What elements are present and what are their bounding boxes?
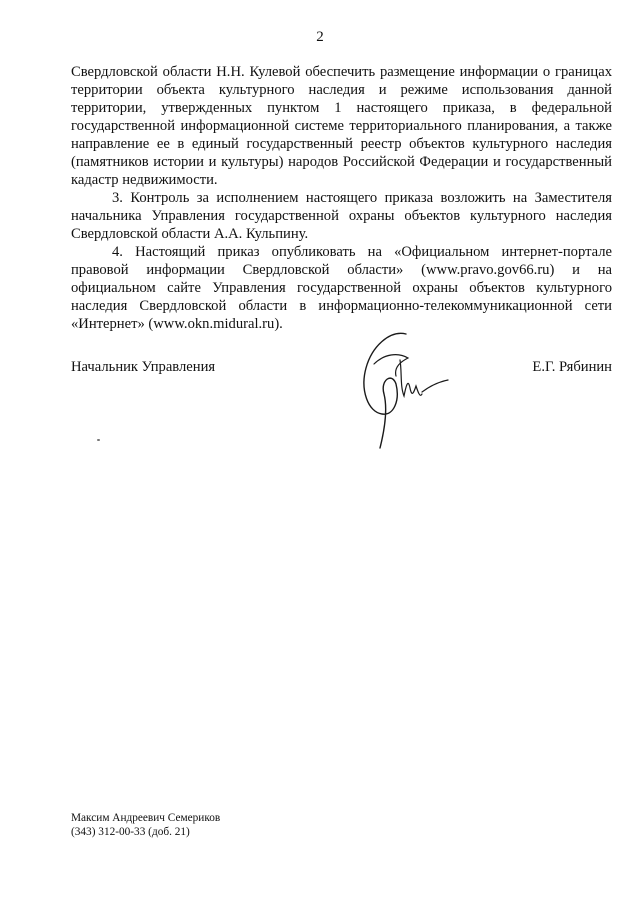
paragraph-publication-clause: 4. Настоящий приказ опубликовать на «Официальном интернет-портале правовой информации Свердловской области» (www.pravo.gov66.ru) и на официальном сайте Управления государственной охраны объектов культурного наследия Свердловской области в информационно-телекоммуникационной сети «Интернет» (www.okn.midural.ru). — [71, 244, 612, 332]
signer-position: Начальник Управления — [71, 359, 216, 375]
signature-row — [71, 359, 612, 379]
paragraph-control-clause: 3. Контроль за исполнением настоящего приказа возложить на Заместителя начальника Управления государственной охраны объектов культурного наследия Свердловской области А.А. Кульпину. — [71, 190, 612, 242]
executor-phone: (343) 312-00-33 (доб. 21) — [71, 826, 190, 838]
handwritten-signature — [350, 328, 450, 456]
executor-name: Максим Андреевич Семериков — [71, 812, 221, 824]
paragraph-continuation: Свердловской области Н.Н. Кулевой обеспечить размещение информации о границах территории объекта культурного наследия и режиме использования данной территории, утвержденных пунктом 1 настоящего приказа, в федеральной государственной информационной системе территориального планирования, а также направление ее в единый государственный реестр объектов культурного наследия (памятников истории и культуры) народов Российской Федерации и государственный кадастр недвижимости. — [71, 64, 612, 188]
scan-speck — [97, 439, 100, 441]
executor-info — [71, 811, 220, 839]
order-body — [71, 63, 612, 333]
signer-name: Е.Г. Рябинин — [532, 359, 612, 375]
page-number: 2 — [316, 29, 324, 45]
